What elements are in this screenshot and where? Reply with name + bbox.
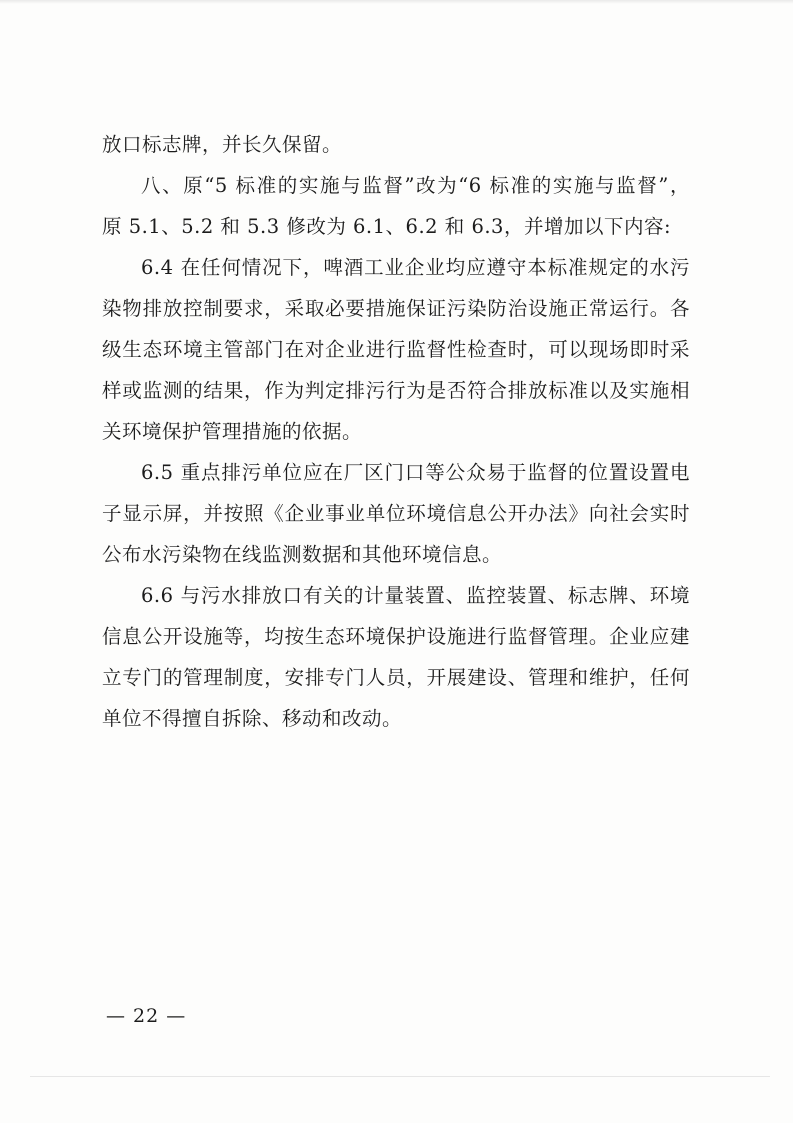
paragraph-line: 原 5.1、5.2 和 5.3 修改为 6.1、6.2 和 6.3，并增加以下内容: bbox=[102, 215, 672, 238]
paragraph-line: 单位不得擅自拆除、移动和改动。 bbox=[102, 707, 403, 730]
paragraph-line: 子显示屏，并按照《企业事业单位环境信息公开办法》向社会实时 bbox=[102, 502, 690, 525]
paragraph-line: 6.5 重点排污单位应在厂区门口等公众易于监督的位置设置电 bbox=[141, 461, 690, 484]
document-body bbox=[102, 124, 690, 739]
paragraph-line: 立专门的管理制度，安排专门人员，开展建设、管理和维护，任何 bbox=[102, 666, 690, 689]
paragraph-line: 样或监测的结果，作为判定排污行为是否符合排放标准以及实施相 bbox=[102, 379, 690, 402]
paragraph-line: 公布水污染物在线监测数据和其他环境信息。 bbox=[102, 543, 503, 566]
paragraph-line: 放口标志牌，并长久保留。 bbox=[102, 133, 343, 156]
paragraph-line: 八、原“5 标准的实施与监督”改为“6 标准的实施与监督”， bbox=[141, 174, 690, 197]
paragraph-line: 染物排放控制要求，采取必要措施保证污染防治设施正常运行。各 bbox=[102, 297, 690, 320]
paragraph-line: 信息公开设施等，均按生态环境保护设施进行监督管理。企业应建 bbox=[102, 625, 690, 648]
paragraph-line: 级生态环境主管部门在对企业进行监督性检查时，可以现场即时采 bbox=[102, 338, 690, 361]
scan-edge-top bbox=[0, 0, 793, 4]
scan-edge-bottom bbox=[30, 1076, 770, 1077]
paragraph-line: 6.4 在任何情况下，啤酒工业企业均应遵守本标准规定的水污 bbox=[141, 256, 690, 279]
paragraph-line: 关环境保护管理措施的依据。 bbox=[102, 420, 363, 443]
paragraph-line: 6.6 与污水排放口有关的计量装置、监控装置、标志牌、环境 bbox=[141, 584, 690, 607]
page-number: — 22 — bbox=[106, 1005, 187, 1027]
